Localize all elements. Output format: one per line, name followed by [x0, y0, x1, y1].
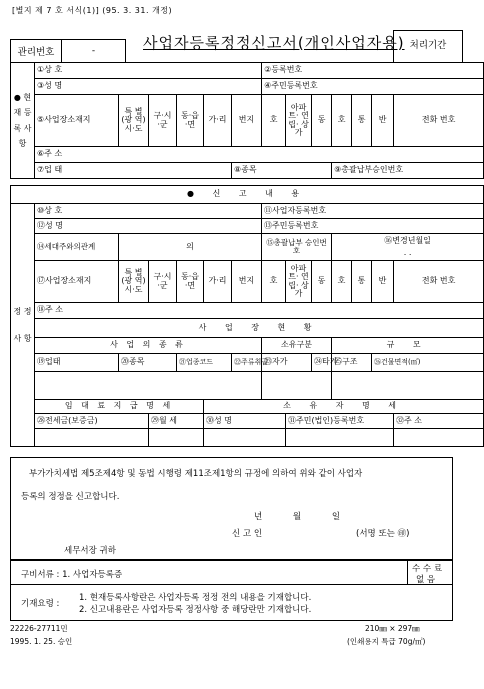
change-date-field[interactable]	[332, 234, 484, 261]
report-addr-col[interactable]: 반	[372, 261, 394, 303]
owner-value[interactable]	[394, 429, 484, 447]
report-addr-col[interactable]: 구·시 ·군	[149, 261, 177, 303]
lease-field[interactable]: ㉙월 세	[149, 414, 204, 429]
owner-field[interactable]: ㉛주민(법인)등록번호	[286, 414, 394, 429]
current-addr-col[interactable]: 전화 번호	[394, 95, 484, 147]
current-addr-col[interactable]: 구·시 ·군	[149, 95, 177, 147]
scale-heading: 규 모	[332, 338, 484, 354]
lease-field[interactable]: ㉘전세금(보증금)	[35, 414, 149, 429]
processing-period-label: 처리기간	[393, 30, 463, 63]
report-addr-col[interactable]: 가·리	[204, 261, 232, 303]
current-rrn-field[interactable]: ④주민등록번호	[262, 79, 484, 95]
report-addr-col[interactable]: 특 별 (광 역) 시·도	[119, 261, 149, 303]
declaration-box	[10, 457, 453, 560]
status-field[interactable]: ㉓자가	[262, 354, 312, 372]
status-field[interactable]: ⑳종목	[119, 354, 177, 372]
relation-label: ⑭세대주와의관계	[35, 234, 119, 261]
notes-divider	[10, 584, 453, 585]
relation-field[interactable]: 의	[119, 234, 262, 261]
admin-no-field[interactable]: -	[61, 39, 126, 63]
current-registration-table	[10, 62, 484, 179]
status-field[interactable]: ⑲업태	[35, 354, 119, 372]
owner-field[interactable]: ㉚성 명	[204, 414, 286, 429]
change-date-label: ⑯변경년월일	[384, 236, 431, 245]
owner-field[interactable]: ㉜주 소	[394, 414, 484, 429]
report-address2-field[interactable]: ⑱주 소	[35, 303, 484, 319]
current-address2-field[interactable]: ⑥주 소	[35, 147, 484, 163]
report-address-label: ⑰사업장소재지	[35, 261, 119, 303]
footer-paper: (인쇄용지 특급 70g/㎡)	[347, 637, 426, 646]
current-addr-col[interactable]: 동	[312, 95, 332, 147]
business-status-heading: 사 업 장 현 황	[35, 319, 484, 338]
report-rrn-field[interactable]: ⑬주민등록번호	[262, 219, 484, 234]
status-values-mid[interactable]	[262, 372, 332, 400]
report-addr-col[interactable]: 호	[262, 261, 286, 303]
current-address-label: ⑤사업장소재지	[35, 95, 119, 147]
footer-approval: 1995. 1. 25. 승인	[10, 637, 73, 646]
status-field[interactable]: ㉑업종코드	[177, 354, 232, 372]
notes-box	[10, 560, 453, 621]
fee-label: 수 수 료	[412, 564, 443, 574]
report-reg-no-field[interactable]: ⑪사업자등록번호	[262, 204, 484, 219]
current-addr-col[interactable]: 가·리	[204, 95, 232, 147]
lease-value[interactable]	[149, 429, 204, 447]
page-title: 사업자등록정정신고서(개인사업자용)	[143, 34, 405, 52]
current-addr-col[interactable]: 통	[352, 95, 372, 147]
admin-no-label: 관리번호	[10, 39, 62, 63]
status-values-left[interactable]	[35, 372, 262, 400]
current-side-label: ● 현 재 등 록 사 항	[11, 63, 35, 179]
current-addr-col[interactable]: 특 별 (광 역) 시·도	[119, 95, 149, 147]
current-business-field[interactable]: ⑦업 태	[35, 163, 232, 179]
footer-code: 22226-27711민	[10, 624, 68, 633]
report-addr-col[interactable]: 동	[312, 261, 332, 303]
report-addr-col[interactable]: 호	[332, 261, 352, 303]
owner-heading: 소 유 자 명 세	[204, 400, 484, 414]
ownership-heading: 소유구분	[262, 338, 332, 354]
lease-heading: 임 대 료 지 급 명 세	[35, 400, 204, 414]
reporter-label: 신 고 인	[232, 529, 263, 539]
note-item: 1. 현재등록사항란은 사업자등록 정정 전의 내용을 기재합니다.	[79, 593, 312, 603]
report-addr-col[interactable]: 동·읍 ·면	[177, 261, 204, 303]
report-trade-name-field[interactable]: ⑩상 호	[35, 204, 262, 219]
report-table	[10, 185, 484, 447]
current-addr-col[interactable]: 호	[332, 95, 352, 147]
current-addr-col[interactable]: 동·읍 ·면	[177, 95, 204, 147]
current-supervisor-field[interactable]: ⑨총괄납부승인번호	[332, 163, 484, 179]
report-side-label: 정 정 사 항	[11, 204, 35, 447]
declaration-line1: 부가가치세법 제5조제4항 및 동법 시행령 제11조제1항의 규정에 의하여 위와 같이 사업자	[29, 469, 363, 479]
report-name-field[interactable]: ⑫성 명	[35, 219, 262, 234]
addressee: 세무서장 귀하	[64, 546, 116, 556]
current-addr-col[interactable]: 아파트· 연 립· 상 가	[286, 95, 312, 147]
lease-value[interactable]	[35, 429, 149, 447]
status-field[interactable]: ㉒주류취급	[232, 354, 262, 372]
report-addr-col[interactable]: 통	[352, 261, 372, 303]
current-addr-col[interactable]: 번지	[232, 95, 262, 147]
form-header: [별지 제 7 호 서식(1)] (95. 3. 31. 개정)	[12, 6, 173, 15]
change-date-dots: . .	[403, 248, 412, 257]
note-item: 2. 신고내용란은 사업자등록 정정사항 중 해당란만 기재합니다.	[79, 605, 312, 615]
status-values-right[interactable]	[332, 372, 484, 400]
current-reg-no-field[interactable]: ②등록번호	[262, 63, 484, 79]
reporter-sign[interactable]: (서명 또는 ㊞)	[356, 529, 410, 539]
status-field[interactable]: ㉕구조	[332, 354, 372, 372]
current-item-field[interactable]: ⑧종목	[232, 163, 332, 179]
current-addr-col[interactable]: 반	[372, 95, 394, 147]
report-addr-col[interactable]: 번지	[232, 261, 262, 303]
current-trade-name-field[interactable]: ①상 호	[35, 63, 262, 79]
notes-label: 기재요령 :	[21, 599, 60, 609]
footer-size: 210㎜ × 297㎜	[365, 624, 420, 633]
declaration-date[interactable]: 년 월 일	[254, 512, 355, 522]
report-addr-col[interactable]: 전화 번호	[394, 261, 484, 303]
current-addr-col[interactable]: 호	[262, 95, 286, 147]
owner-value[interactable]	[204, 429, 286, 447]
attachments-label: 구비서류 : 1. 사업자등록증	[21, 570, 123, 580]
report-supervisor-field[interactable]: ⑮총괄납부 승인번호	[262, 234, 332, 261]
status-field[interactable]: ㉖건물면적(㎡)	[372, 354, 484, 372]
declaration-line2: 등록의 정정을 신고합니다.	[21, 492, 120, 502]
current-name-field[interactable]: ③성 명	[35, 79, 262, 95]
business-type-heading: 사 업 의 종 류	[35, 338, 262, 354]
report-addr-col[interactable]: 아파트· 연 립· 상 가	[286, 261, 312, 303]
report-heading: ● 신 고 내 용	[11, 186, 484, 204]
status-field[interactable]: ㉔타가	[312, 354, 332, 372]
fee-value: 없 음	[416, 575, 436, 585]
owner-value[interactable]	[286, 429, 394, 447]
